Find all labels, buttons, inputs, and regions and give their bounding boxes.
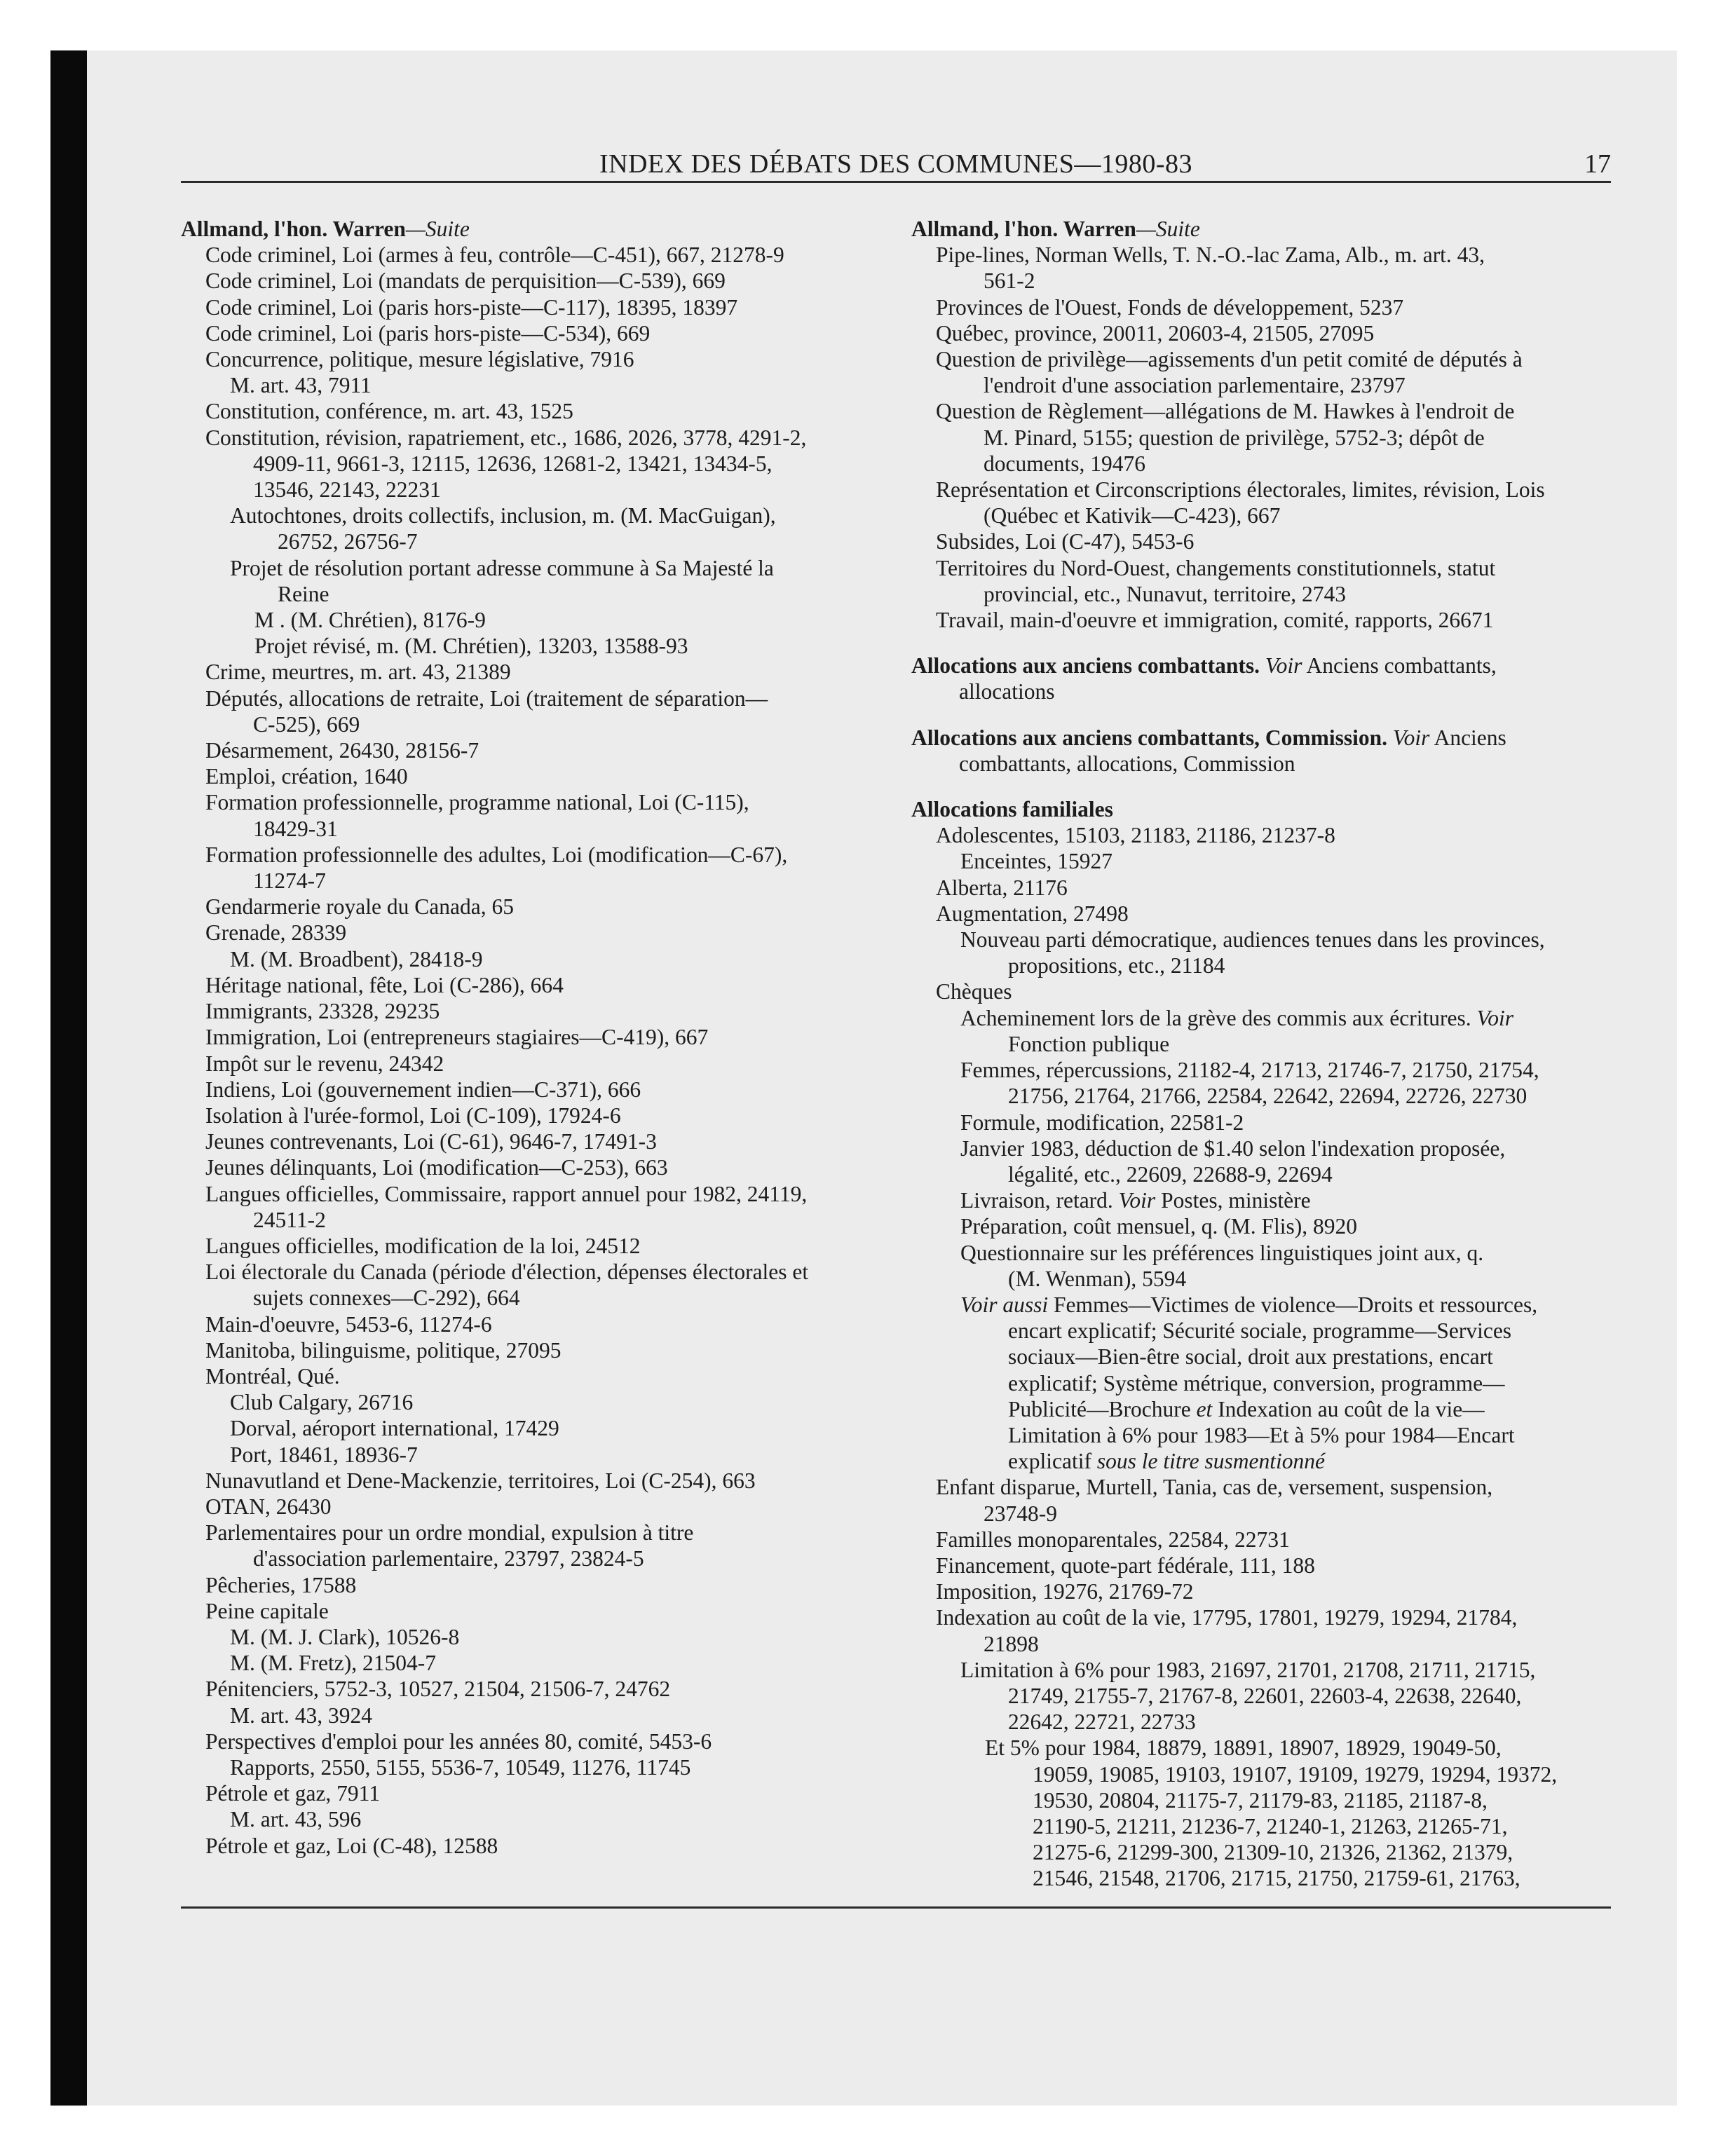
entry-text: 561-2 <box>984 268 1035 294</box>
entry-text: 26752, 26756-7 <box>278 529 418 554</box>
entry-text: Code criminel, Loi (armes à feu, contrôle—C-451), 667, 21278-9 <box>205 243 784 268</box>
index-continuation-line <box>911 1370 1612 1396</box>
entry-text: explicatif; Système métrique, conversion, programme— <box>1008 1370 1505 1396</box>
entry-text: sociaux—Bien-être social, droit aux prestations, encart <box>1008 1344 1493 1370</box>
index-entry <box>181 1259 875 1285</box>
index-continuation-line <box>911 1083 1612 1109</box>
index-entry <box>181 1103 875 1128</box>
entry-text: sujets connexes—C-292), 664 <box>253 1285 520 1311</box>
entry-text: Port, 18461, 18936-7 <box>230 1442 418 1467</box>
entry-text-tail: Indexation au coût de la vie— <box>1212 1396 1485 1421</box>
index-entry <box>181 1077 875 1103</box>
index-entry <box>911 1005 1612 1031</box>
index-entry <box>181 425 875 451</box>
index-entry <box>181 1311 875 1337</box>
italic-phrase: et <box>1190 1396 1213 1421</box>
entry-text: Adolescentes, 15103, 21183, 21186, 21237-8 <box>936 823 1335 848</box>
entry-text: Projet de résolution portant adresse commune à Sa Majesté la <box>230 555 774 580</box>
index-entry <box>181 242 875 268</box>
entry-text: Augmentation, 27498 <box>936 901 1129 926</box>
index-entry <box>181 372 875 398</box>
index-heading <box>911 796 1612 822</box>
index-entry <box>181 1337 875 1363</box>
entry-text: 21749, 21755-7, 21767-8, 22601, 22603-4, 22638, 22640, <box>1008 1683 1522 1708</box>
index-continuation-line <box>911 425 1612 451</box>
entry-text: Constitution, révision, rapatriement, etc., 1686, 2026, 3778, 4291-2, <box>205 425 807 450</box>
entry-text: Pétrole et gaz, Loi (C-48), 12588 <box>205 1833 498 1858</box>
index-entry <box>911 1474 1612 1500</box>
entry-text: Loi électorale du Canada (période d'élection, dépenses électorales et <box>205 1260 809 1285</box>
index-continuation-line <box>911 372 1612 398</box>
index-entry <box>911 1553 1612 1578</box>
index-entry <box>181 607 875 633</box>
index-continuation-line <box>911 1031 1612 1057</box>
entry-text: Chèques <box>936 979 1012 1004</box>
index-heading <box>181 216 875 242</box>
index-continuation-line <box>181 528 875 554</box>
index-entry <box>911 1735 1612 1761</box>
index-continuation-line <box>911 1631 1612 1657</box>
see-target: Anciens combattants, <box>1302 653 1497 678</box>
entry-text: Nunavutland et Dene-Mackenzie, territoires, Loi (C-254), 663 <box>205 1468 756 1493</box>
index-continuation-line <box>911 503 1612 528</box>
index-entry <box>911 1604 1612 1630</box>
entry-text: Formation professionnelle des adultes, Loi (modification—C-67), <box>205 842 788 867</box>
index-entry <box>911 294 1612 320</box>
index-continuation-line <box>911 1787 1612 1813</box>
entry-text: combattants, allocations, Commission <box>959 751 1295 776</box>
index-entry <box>181 1598 875 1624</box>
entry-text: explicatif <box>1008 1449 1091 1474</box>
index-entry <box>181 1780 875 1806</box>
entry-text: Immigrants, 23328, 29235 <box>205 999 440 1024</box>
index-entry <box>181 920 875 946</box>
entry-text: l'endroit d'une association parlementaire, 23797 <box>984 373 1406 398</box>
index-continuation-line <box>911 1422 1612 1448</box>
entry-text: Langues officielles, modification de la loi, 24512 <box>205 1233 641 1258</box>
index-entry <box>911 607 1612 633</box>
index-entry <box>911 1213 1612 1239</box>
index-continuation-line <box>911 1813 1612 1839</box>
index-continuation-line <box>181 477 875 503</box>
index-entry <box>911 1057 1612 1083</box>
entry-text: 13546, 22143, 22231 <box>253 477 441 503</box>
index-entry <box>911 1527 1612 1553</box>
entry-text: M. Pinard, 5155; question de privilège, 5752-3; dépôt de <box>984 425 1485 450</box>
entry-text: Enceintes, 15927 <box>960 849 1113 874</box>
entry-text: Peine capitale <box>205 1598 329 1623</box>
index-entry <box>181 1676 875 1702</box>
index-continuation-line <box>181 816 875 842</box>
index-continuation-line <box>911 1318 1612 1344</box>
entry-text: M. art. 43, 596 <box>230 1807 362 1832</box>
entry-text: Travail, main-d'oeuvre et immigration, comité, rapports, 26671 <box>936 608 1494 633</box>
entry-text: Code criminel, Loi (paris hors-piste—C-117), 18395, 18397 <box>205 294 738 320</box>
index-entry <box>911 398 1612 424</box>
index-entry <box>181 659 875 685</box>
index-entry <box>181 398 875 424</box>
entry-text: 21756, 21764, 21766, 22584, 22642, 22694, 22726, 22730 <box>1008 1084 1528 1109</box>
index-entry <box>181 946 875 972</box>
entry-text: Alberta, 21176 <box>936 875 1068 900</box>
entry-text: Femmes—Victimes de violence—Droits et ressources, <box>1048 1292 1538 1317</box>
entry-text: Constitution, conférence, m. art. 43, 1525 <box>205 399 573 424</box>
index-entry <box>181 555 875 581</box>
index-heading-term: Allmand, l'hon. Warren <box>181 217 406 241</box>
index-continuation-line <box>911 751 1612 777</box>
index-entry <box>911 528 1612 554</box>
entry-text: M. (M. Broadbent), 28418-9 <box>230 946 483 971</box>
header-rule <box>181 181 1611 183</box>
index-entry <box>181 1703 875 1728</box>
suite-marker: —Suite <box>1136 217 1200 241</box>
index-entry <box>911 1292 1612 1318</box>
entry-text: Territoires du Nord-Ouest, changements constitutionnels, statut <box>936 555 1496 580</box>
see-reference: Voir <box>1265 653 1302 678</box>
index-entry <box>911 1187 1612 1213</box>
index-entry <box>181 1494 875 1520</box>
entry-text: d'association parlementaire, 23797, 23824-5 <box>253 1546 644 1571</box>
entry-text: 24511-2 <box>253 1207 326 1232</box>
entry-text: provincial, etc., Nunavut, territoire, 2743 <box>984 581 1346 606</box>
index-entry <box>181 1650 875 1676</box>
entry-text: Montréal, Qué. <box>205 1363 340 1389</box>
index-entry <box>181 633 875 659</box>
index-entry <box>911 901 1612 927</box>
entry-text: Livraison, retard. <box>960 1188 1113 1213</box>
index-continuation-line <box>911 1683 1612 1709</box>
entry-text: Immigration, Loi (entrepreneurs stagiaires—C-419), 667 <box>205 1025 709 1050</box>
entry-text: Question de Règlement—allégations de M. Hawkes à l'endroit de <box>936 399 1515 424</box>
entry-text: M. art. 43, 7911 <box>230 373 372 398</box>
index-entry <box>181 763 875 789</box>
index-entry <box>181 1128 875 1154</box>
entry-text: 21190-5, 21211, 21236-7, 21240-1, 21263, 21265-71, <box>1033 1813 1508 1838</box>
index-continuation-line <box>911 1865 1612 1891</box>
index-entry <box>911 822 1612 848</box>
entry-text: (Québec et Kativik—C-423), 667 <box>984 503 1281 528</box>
right-index-column <box>911 216 1612 1892</box>
entry-text: Dorval, aéroport international, 17429 <box>230 1416 559 1441</box>
running-header <box>181 144 1611 184</box>
entry-text: Députés, allocations de retraite, Loi (traitement de séparation— <box>205 685 768 711</box>
entry-text: M. (M. Fretz), 21504-7 <box>230 1651 436 1676</box>
index-entry <box>911 1578 1612 1604</box>
index-entry <box>911 1240 1612 1266</box>
index-heading <box>911 653 1612 678</box>
entry-text: Manitoba, bilinguisme, politique, 27095 <box>205 1337 562 1363</box>
entry-text: Rapports, 2550, 5155, 5536-7, 10549, 11276, 11745 <box>230 1754 691 1780</box>
see-also-reference: Voir aussi <box>960 1292 1049 1317</box>
index-continuation-line <box>181 1285 875 1311</box>
suite-marker: —Suite <box>405 217 470 241</box>
entry-text-tail: Postes, ministère <box>1155 1188 1311 1213</box>
entry-text: Pénitenciers, 5752-3, 10527, 21504, 21506-7, 24762 <box>205 1677 671 1702</box>
index-entry <box>181 1389 875 1415</box>
entry-text: 4909-11, 9661-3, 12115, 12636, 12681-2, 13421, 13434-5, <box>253 451 773 476</box>
entry-text: Imposition, 19276, 21769-72 <box>936 1579 1194 1604</box>
entry-text: Reine <box>278 581 329 606</box>
page-number: 17 <box>1584 149 1611 179</box>
index-entry <box>181 1415 875 1441</box>
entry-text: Autochtones, droits collectifs, inclusion, m. (M. MacGuigan), <box>230 503 776 528</box>
entry-text: Grenade, 28339 <box>205 920 347 946</box>
entry-text: Femmes, répercussions, 21182-4, 21713, 21746-7, 21750, 21754, <box>960 1058 1539 1083</box>
entry-text: Jeunes contrevenants, Loi (C-61), 9646-7, 17491-3 <box>205 1129 657 1154</box>
entry-text: Langues officielles, Commissaire, rapport annuel pour 1982, 24119, <box>205 1181 808 1206</box>
entry-text: Limitation à 6% pour 1983—Et à 5% pour 1984—Encart <box>1008 1422 1515 1447</box>
index-entry <box>911 1135 1612 1161</box>
index-entry <box>181 320 875 346</box>
index-continuation-line <box>181 868 875 894</box>
index-continuation-line <box>911 451 1612 477</box>
entry-text: Nouveau parti démocratique, audiences tenues dans les provinces, <box>960 927 1545 953</box>
index-continuation-line <box>911 1266 1612 1292</box>
entry-text: Main-d'oeuvre, 5453-6, 11274-6 <box>205 1311 492 1337</box>
index-continuation-line <box>911 268 1612 294</box>
entry-text: Désarmement, 26430, 28156-7 <box>205 738 479 763</box>
entry-text: M . (M. Chrétien), 8176-9 <box>254 608 486 633</box>
index-entry <box>181 1806 875 1832</box>
index-heading <box>911 725 1612 751</box>
entry-text: Perspectives d'emploi pour les années 80, comité, 5453-6 <box>205 1728 712 1754</box>
entry-text: Publicité—Brochure <box>1008 1396 1191 1421</box>
entry-text: (M. Wenman), 5594 <box>1008 1266 1187 1291</box>
index-entry <box>911 477 1612 503</box>
index-entry <box>911 1657 1612 1683</box>
index-entry <box>911 555 1612 581</box>
index-entry <box>181 789 875 815</box>
entry-text: Concurrence, politique, mesure législative, 7916 <box>205 347 634 372</box>
entry-text: allocations <box>959 679 1055 704</box>
entry-text: Provinces de l'Ouest, Fonds de développement, 5237 <box>936 294 1404 320</box>
left-index-column <box>181 216 875 1859</box>
index-entry <box>181 1154 875 1180</box>
entry-text: Pêcheries, 17588 <box>205 1572 357 1597</box>
entry-text: 21275-6, 21299-300, 21309-10, 21326, 21362, 21379, <box>1033 1840 1513 1865</box>
entry-text: Questionnaire sur les préférences linguistiques joint aux, q. <box>960 1240 1484 1265</box>
entry-text: Code criminel, Loi (mandats de perquisition—C-539), 669 <box>205 268 726 294</box>
entry-text: 19059, 19085, 19103, 19107, 19109, 19279, 19294, 19372, <box>1033 1761 1558 1787</box>
entry-text: encart explicatif; Sécurité sociale, programme—Services <box>1008 1318 1512 1344</box>
index-entry <box>181 972 875 998</box>
see-reference: Voir <box>1471 1005 1514 1030</box>
entry-text: Préparation, coût mensuel, q. (M. Flis), 8920 <box>960 1214 1358 1239</box>
index-continuation-line <box>911 1501 1612 1527</box>
entry-text: Crime, meurtres, m. art. 43, 21389 <box>205 660 511 685</box>
entry-text: Héritage national, fête, Loi (C-286), 664 <box>205 972 564 997</box>
index-entry <box>181 503 875 528</box>
entry-text: Emploi, création, 1640 <box>205 764 408 789</box>
index-continuation-line <box>911 953 1612 978</box>
entry-text: Limitation à 6% pour 1983, 21697, 21701, 21708, 21711, 21715, <box>960 1657 1536 1682</box>
index-entry <box>181 1233 875 1259</box>
index-entry <box>181 1833 875 1859</box>
index-continuation-line <box>181 581 875 607</box>
entry-text: Familles monoparentales, 22584, 22731 <box>936 1527 1290 1552</box>
italic-phrase: sous le titre susmentionné <box>1091 1449 1326 1474</box>
index-entry <box>181 1051 875 1077</box>
entry-text: propositions, etc., 21184 <box>1008 953 1225 978</box>
header-title: INDEX DES DÉBATS DES COMMUNES—1980-83 <box>599 149 1193 179</box>
index-entry <box>181 894 875 920</box>
index-entry <box>911 848 1612 874</box>
entry-text: Isolation à l'urée-formol, Loi (C-109), 17924-6 <box>205 1103 621 1128</box>
entry-text: 19530, 20804, 21175-7, 21179-83, 21185, 21187-8, <box>1033 1787 1488 1813</box>
see-reference: Voir <box>1113 1188 1156 1213</box>
index-entry <box>181 268 875 294</box>
entry-text: Formule, modification, 22581-2 <box>960 1110 1244 1135</box>
entry-text: 23748-9 <box>984 1501 1057 1526</box>
entry-text: Enfant disparue, Murtell, Tania, cas de, versement, suspension, <box>936 1475 1493 1500</box>
index-heading-term: Allocations familiales <box>911 797 1113 822</box>
entry-text: Acheminement lors de la grève des commis aux écritures. <box>960 1005 1471 1030</box>
entry-text: Fonction publique <box>1008 1031 1170 1056</box>
index-continuation-line <box>911 1839 1612 1865</box>
entry-text: Pétrole et gaz, 7911 <box>205 1781 381 1806</box>
index-entry <box>181 1754 875 1780</box>
entry-text: Parlementaires pour un ordre mondial, expulsion à titre <box>205 1520 694 1546</box>
entry-text: Québec, province, 20011, 20603-4, 21505, 27095 <box>936 320 1375 346</box>
index-heading <box>911 216 1612 242</box>
see-reference: Voir <box>1392 725 1430 750</box>
entry-text: Gendarmerie royale du Canada, 65 <box>205 894 514 920</box>
entry-text: Question de privilège—agissements d'un petit comité de députés à <box>936 347 1523 372</box>
entry-text: documents, 19476 <box>984 451 1145 476</box>
index-entry <box>181 1728 875 1754</box>
binding-shadow <box>50 50 87 2106</box>
index-entry <box>181 1363 875 1389</box>
index-continuation-line <box>911 1161 1612 1187</box>
entry-text: 11274-7 <box>253 868 326 894</box>
entry-text: Projet révisé, m. (M. Chrétien), 13203, 13588-93 <box>254 634 688 659</box>
index-continuation-line <box>911 1344 1612 1370</box>
index-continuation-line <box>911 1396 1612 1422</box>
entry-text: Formation professionnelle, programme national, Loi (C-115), <box>205 790 749 815</box>
index-continuation-line <box>911 1761 1612 1787</box>
entry-text: Club Calgary, 26716 <box>230 1390 414 1415</box>
entry-text: OTAN, 26430 <box>205 1494 332 1519</box>
index-heading-term: Allocations aux anciens combattants. <box>911 653 1260 678</box>
entry-text: Représentation et Circonscriptions électorales, limites, révision, Lois <box>936 477 1545 503</box>
footer-rule <box>181 1906 1611 1909</box>
index-continuation-line <box>911 1709 1612 1735</box>
entry-text: Financement, quote-part fédérale, 111, 188 <box>936 1553 1315 1578</box>
index-entry <box>181 1520 875 1546</box>
index-continuation-line <box>181 1546 875 1571</box>
entry-text: Indiens, Loi (gouvernement indien—C-371), 666 <box>205 1077 641 1102</box>
index-heading-term: Allmand, l'hon. Warren <box>911 217 1136 241</box>
index-continuation-line <box>181 711 875 737</box>
entry-text: Janvier 1983, déduction de $1.40 selon l'indexation proposée, <box>960 1135 1506 1161</box>
entry-text: Pipe-lines, Norman Wells, T. N.-O.-lac Zama, Alb., m. art. 43, <box>936 243 1485 268</box>
entry-text: Subsides, Loi (C-47), 5453-6 <box>936 529 1195 554</box>
entry-text: M. art. 43, 3924 <box>230 1703 372 1728</box>
index-entry <box>911 346 1612 372</box>
entry-text: 21898 <box>984 1631 1039 1656</box>
index-entry <box>911 875 1612 901</box>
index-entry <box>181 1442 875 1468</box>
entry-text: Code criminel, Loi (paris hors-piste—C-534), 669 <box>205 320 651 346</box>
index-entry <box>911 1110 1612 1135</box>
entry-text: légalité, etc., 22609, 22688-9, 22694 <box>1008 1161 1333 1187</box>
entry-text: M. (M. J. Clark), 10526-8 <box>230 1624 460 1649</box>
entry-text: Et 5% pour 1984, 18879, 18891, 18907, 18929, 19049-50, <box>985 1735 1502 1761</box>
index-entry <box>181 1624 875 1650</box>
index-entry <box>181 346 875 372</box>
index-entry <box>181 842 875 868</box>
index-continuation-line <box>911 678 1612 704</box>
entry-text: 21546, 21548, 21706, 21715, 21750, 21759-61, 21763, <box>1033 1866 1520 1891</box>
entry-text: Impôt sur le revenu, 24342 <box>205 1051 444 1076</box>
index-entry <box>181 1024 875 1050</box>
index-entry <box>181 685 875 711</box>
index-entry <box>181 998 875 1024</box>
entry-text: 22642, 22721, 22733 <box>1008 1710 1196 1735</box>
index-entry <box>911 927 1612 953</box>
entry-text: Jeunes délinquants, Loi (modification—C-253), 663 <box>205 1155 668 1180</box>
index-continuation-line <box>911 1448 1612 1474</box>
index-entry <box>911 978 1612 1004</box>
index-heading-term: Allocations aux anciens combattants, Commission. <box>911 725 1388 750</box>
see-target: Anciens <box>1429 725 1506 750</box>
index-entry <box>181 1181 875 1207</box>
index-continuation-line <box>181 1207 875 1233</box>
index-entry <box>181 1572 875 1598</box>
index-continuation-line <box>181 451 875 477</box>
index-entry <box>181 294 875 320</box>
entry-text: Indexation au coût de la vie, 17795, 17801, 19279, 19294, 21784, <box>936 1605 1518 1630</box>
index-continuation-line <box>911 581 1612 607</box>
index-entry <box>181 737 875 763</box>
entry-text: C-525), 669 <box>253 711 360 737</box>
index-entry <box>911 320 1612 346</box>
index-entry <box>181 1468 875 1494</box>
entry-text: 18429-31 <box>253 816 338 841</box>
index-entry <box>911 242 1612 268</box>
